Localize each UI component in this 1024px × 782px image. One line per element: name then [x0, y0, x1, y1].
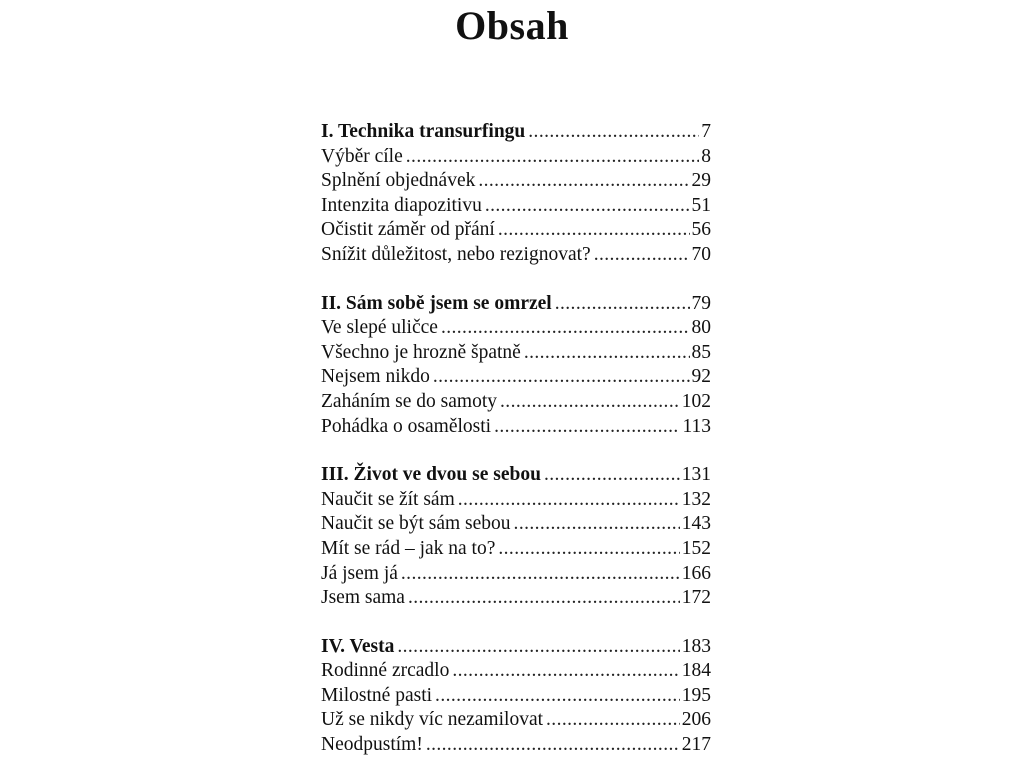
page-number: 184	[681, 660, 711, 682]
page-number: 92	[691, 366, 711, 388]
entry-label: Zaháním se do samoty	[321, 390, 498, 412]
dot-leader	[433, 365, 690, 390]
toc-entry	[321, 488, 711, 513]
toc-section-heading	[321, 463, 711, 488]
dot-leader	[514, 512, 680, 537]
entry-label: Milostné pasti	[321, 684, 433, 706]
dot-leader	[452, 659, 679, 684]
toc-entry	[321, 733, 711, 758]
toc-entry	[321, 145, 711, 170]
toc-section	[321, 463, 711, 611]
toc-entry	[321, 708, 711, 733]
toc-entry	[321, 415, 711, 440]
page-number: 206	[681, 709, 711, 731]
entry-label: Výběr cíle	[321, 145, 403, 167]
toc-section-heading	[321, 635, 711, 660]
toc-section	[321, 292, 711, 440]
page-number: 7	[701, 121, 711, 142]
dot-leader	[435, 684, 680, 709]
entry-label: Rodinné zrcadlo	[321, 660, 450, 682]
toc-entry	[321, 512, 711, 537]
toc-entry	[321, 586, 711, 611]
section-heading-label: IV. Vesta	[321, 635, 395, 657]
toc-entry	[321, 169, 711, 194]
dot-leader	[485, 194, 690, 219]
toc-entry	[321, 537, 711, 562]
entry-label: Naučit se být sám sebou	[321, 513, 511, 535]
page-number: 29	[691, 170, 711, 192]
page-number: 132	[681, 488, 711, 510]
page-number: 183	[681, 635, 711, 657]
dot-leader	[500, 390, 680, 415]
toc-entry	[321, 365, 711, 390]
entry-label: Nejsem nikdo	[321, 366, 430, 388]
toc-entry	[321, 684, 711, 709]
entry-label: Mít se rád – jak na to?	[321, 537, 496, 559]
dot-leader	[555, 292, 690, 317]
toc-entry	[321, 390, 711, 415]
entry-label: Všechno je hrozně špatně	[321, 341, 521, 363]
entry-label: Naučit se žít sám	[321, 488, 455, 510]
toc-entry	[321, 562, 711, 587]
dot-leader	[594, 243, 690, 268]
page-number: 8	[701, 145, 711, 167]
toc-entry	[321, 218, 711, 243]
entry-label: Pohádka o osamělosti	[321, 415, 492, 437]
toc-section-heading	[321, 292, 711, 317]
dot-leader	[498, 218, 690, 243]
toc-section-heading	[321, 120, 711, 145]
page-title: Obsah	[455, 3, 569, 48]
entry-label: Intenzita diapozitivu	[321, 194, 482, 216]
dot-leader	[401, 562, 680, 587]
toc-entry	[321, 659, 711, 684]
page-number: 102	[681, 390, 711, 412]
dot-leader	[408, 586, 680, 611]
page-number: 79	[691, 292, 711, 314]
toc-entry	[321, 243, 711, 268]
dot-leader	[458, 488, 680, 513]
toc-section	[321, 635, 711, 758]
page-number: 195	[681, 684, 711, 706]
entry-label: Jsem sama	[321, 587, 405, 609]
entry-label: Očistit záměr od přání	[321, 219, 495, 241]
entry-label: Už se nikdy víc nezamilovat	[321, 709, 544, 731]
entry-label: Já jsem já	[321, 562, 398, 584]
entry-label: Snížit důležitost, nebo rezignovat?	[321, 243, 591, 265]
entry-label: Ve slepé uličce	[321, 317, 438, 339]
table-of-contents	[321, 120, 711, 782]
dot-leader	[498, 537, 679, 562]
toc-entry	[321, 341, 711, 366]
dot-leader	[441, 316, 690, 341]
dot-leader	[494, 415, 680, 440]
toc-entry	[321, 316, 711, 341]
page-number: 172	[681, 587, 711, 609]
page-number: 143	[681, 513, 711, 535]
dot-leader	[528, 120, 699, 145]
page-number: 217	[681, 734, 711, 756]
page-number: 70	[691, 243, 711, 265]
section-heading-label: II. Sám sobě jsem se omrzel	[321, 292, 552, 314]
dot-leader	[397, 635, 679, 660]
page-number: 56	[691, 219, 711, 241]
dot-leader	[478, 169, 689, 194]
page-number: 131	[681, 464, 711, 486]
section-heading-label: III. Život ve dvou se sebou	[321, 464, 541, 486]
page-number: 80	[691, 317, 711, 339]
page-number: 85	[691, 341, 711, 363]
dot-leader	[544, 463, 680, 488]
dot-leader	[546, 708, 680, 733]
entry-label: Neodpustím!	[321, 734, 423, 756]
toc-section	[321, 120, 711, 268]
entry-label: Splnění objednávek	[321, 170, 476, 192]
page-number: 113	[682, 415, 711, 437]
dot-leader	[524, 341, 690, 366]
page-number: 166	[681, 562, 711, 584]
toc-entry	[321, 194, 711, 219]
dot-leader	[406, 145, 699, 170]
page-number: 152	[681, 537, 711, 559]
dot-leader	[426, 733, 680, 758]
section-heading-label: I. Technika transurfingu	[321, 121, 526, 142]
page-number: 51	[691, 194, 711, 216]
